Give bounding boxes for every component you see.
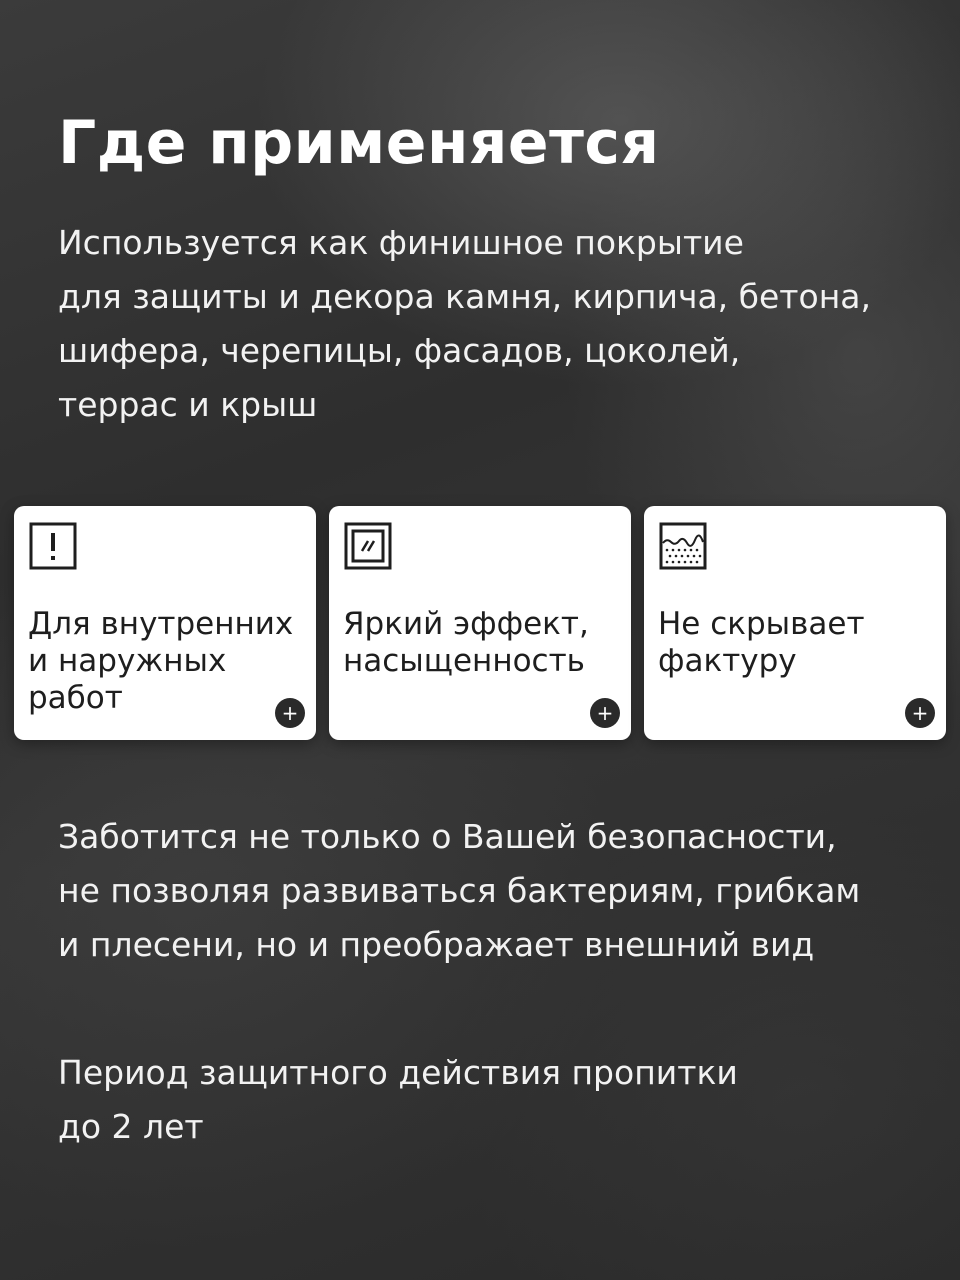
card-label-line: насыщенность xyxy=(343,643,585,679)
card-label-line: Яркий эффект, xyxy=(343,606,589,642)
feature-card-label xyxy=(28,606,312,717)
card-label-line: Для внутренних xyxy=(28,606,294,642)
care-line: не позволяя развиваться бактериям, грибкам xyxy=(58,871,861,910)
glossy-square-icon xyxy=(343,521,393,571)
exclamation-square-icon xyxy=(28,521,78,571)
period-line: Период защитного действия пропитки xyxy=(58,1053,738,1092)
care-line: Заботится не только о Вашей безопасности, xyxy=(58,817,837,856)
feature-cards xyxy=(14,506,946,740)
feature-card-bright-effect[interactable] xyxy=(329,506,631,740)
intro-text xyxy=(58,216,871,432)
plus-icon[interactable]: + xyxy=(590,698,620,728)
feature-card-label xyxy=(658,606,942,680)
plus-icon[interactable]: + xyxy=(275,698,305,728)
feature-card-label xyxy=(343,606,627,680)
care-text xyxy=(58,810,860,972)
card-label-line: фактуру xyxy=(658,643,797,679)
care-line: и плесени, но и преображает внешний вид xyxy=(58,925,815,964)
surface-texture-icon xyxy=(658,521,708,571)
intro-line: Используется как финишное покрытие xyxy=(58,223,744,262)
protection-period-text xyxy=(58,1046,738,1154)
page-title: Где применяется xyxy=(58,108,660,178)
card-label-line: работ xyxy=(28,680,123,716)
intro-line: для защиты и декора камня, кирпича, бетона, xyxy=(58,277,872,316)
plus-icon[interactable]: + xyxy=(905,698,935,728)
intro-line: террас и крыш xyxy=(58,385,318,424)
intro-line: шифера, черепицы, фасадов, цоколей, xyxy=(58,331,741,370)
card-label-line: Не скрывает xyxy=(658,606,865,642)
feature-card-indoor-outdoor[interactable] xyxy=(14,506,316,740)
period-line: до 2 лет xyxy=(58,1107,204,1146)
feature-card-texture[interactable] xyxy=(644,506,946,740)
card-label-line: и наружных xyxy=(28,643,227,679)
